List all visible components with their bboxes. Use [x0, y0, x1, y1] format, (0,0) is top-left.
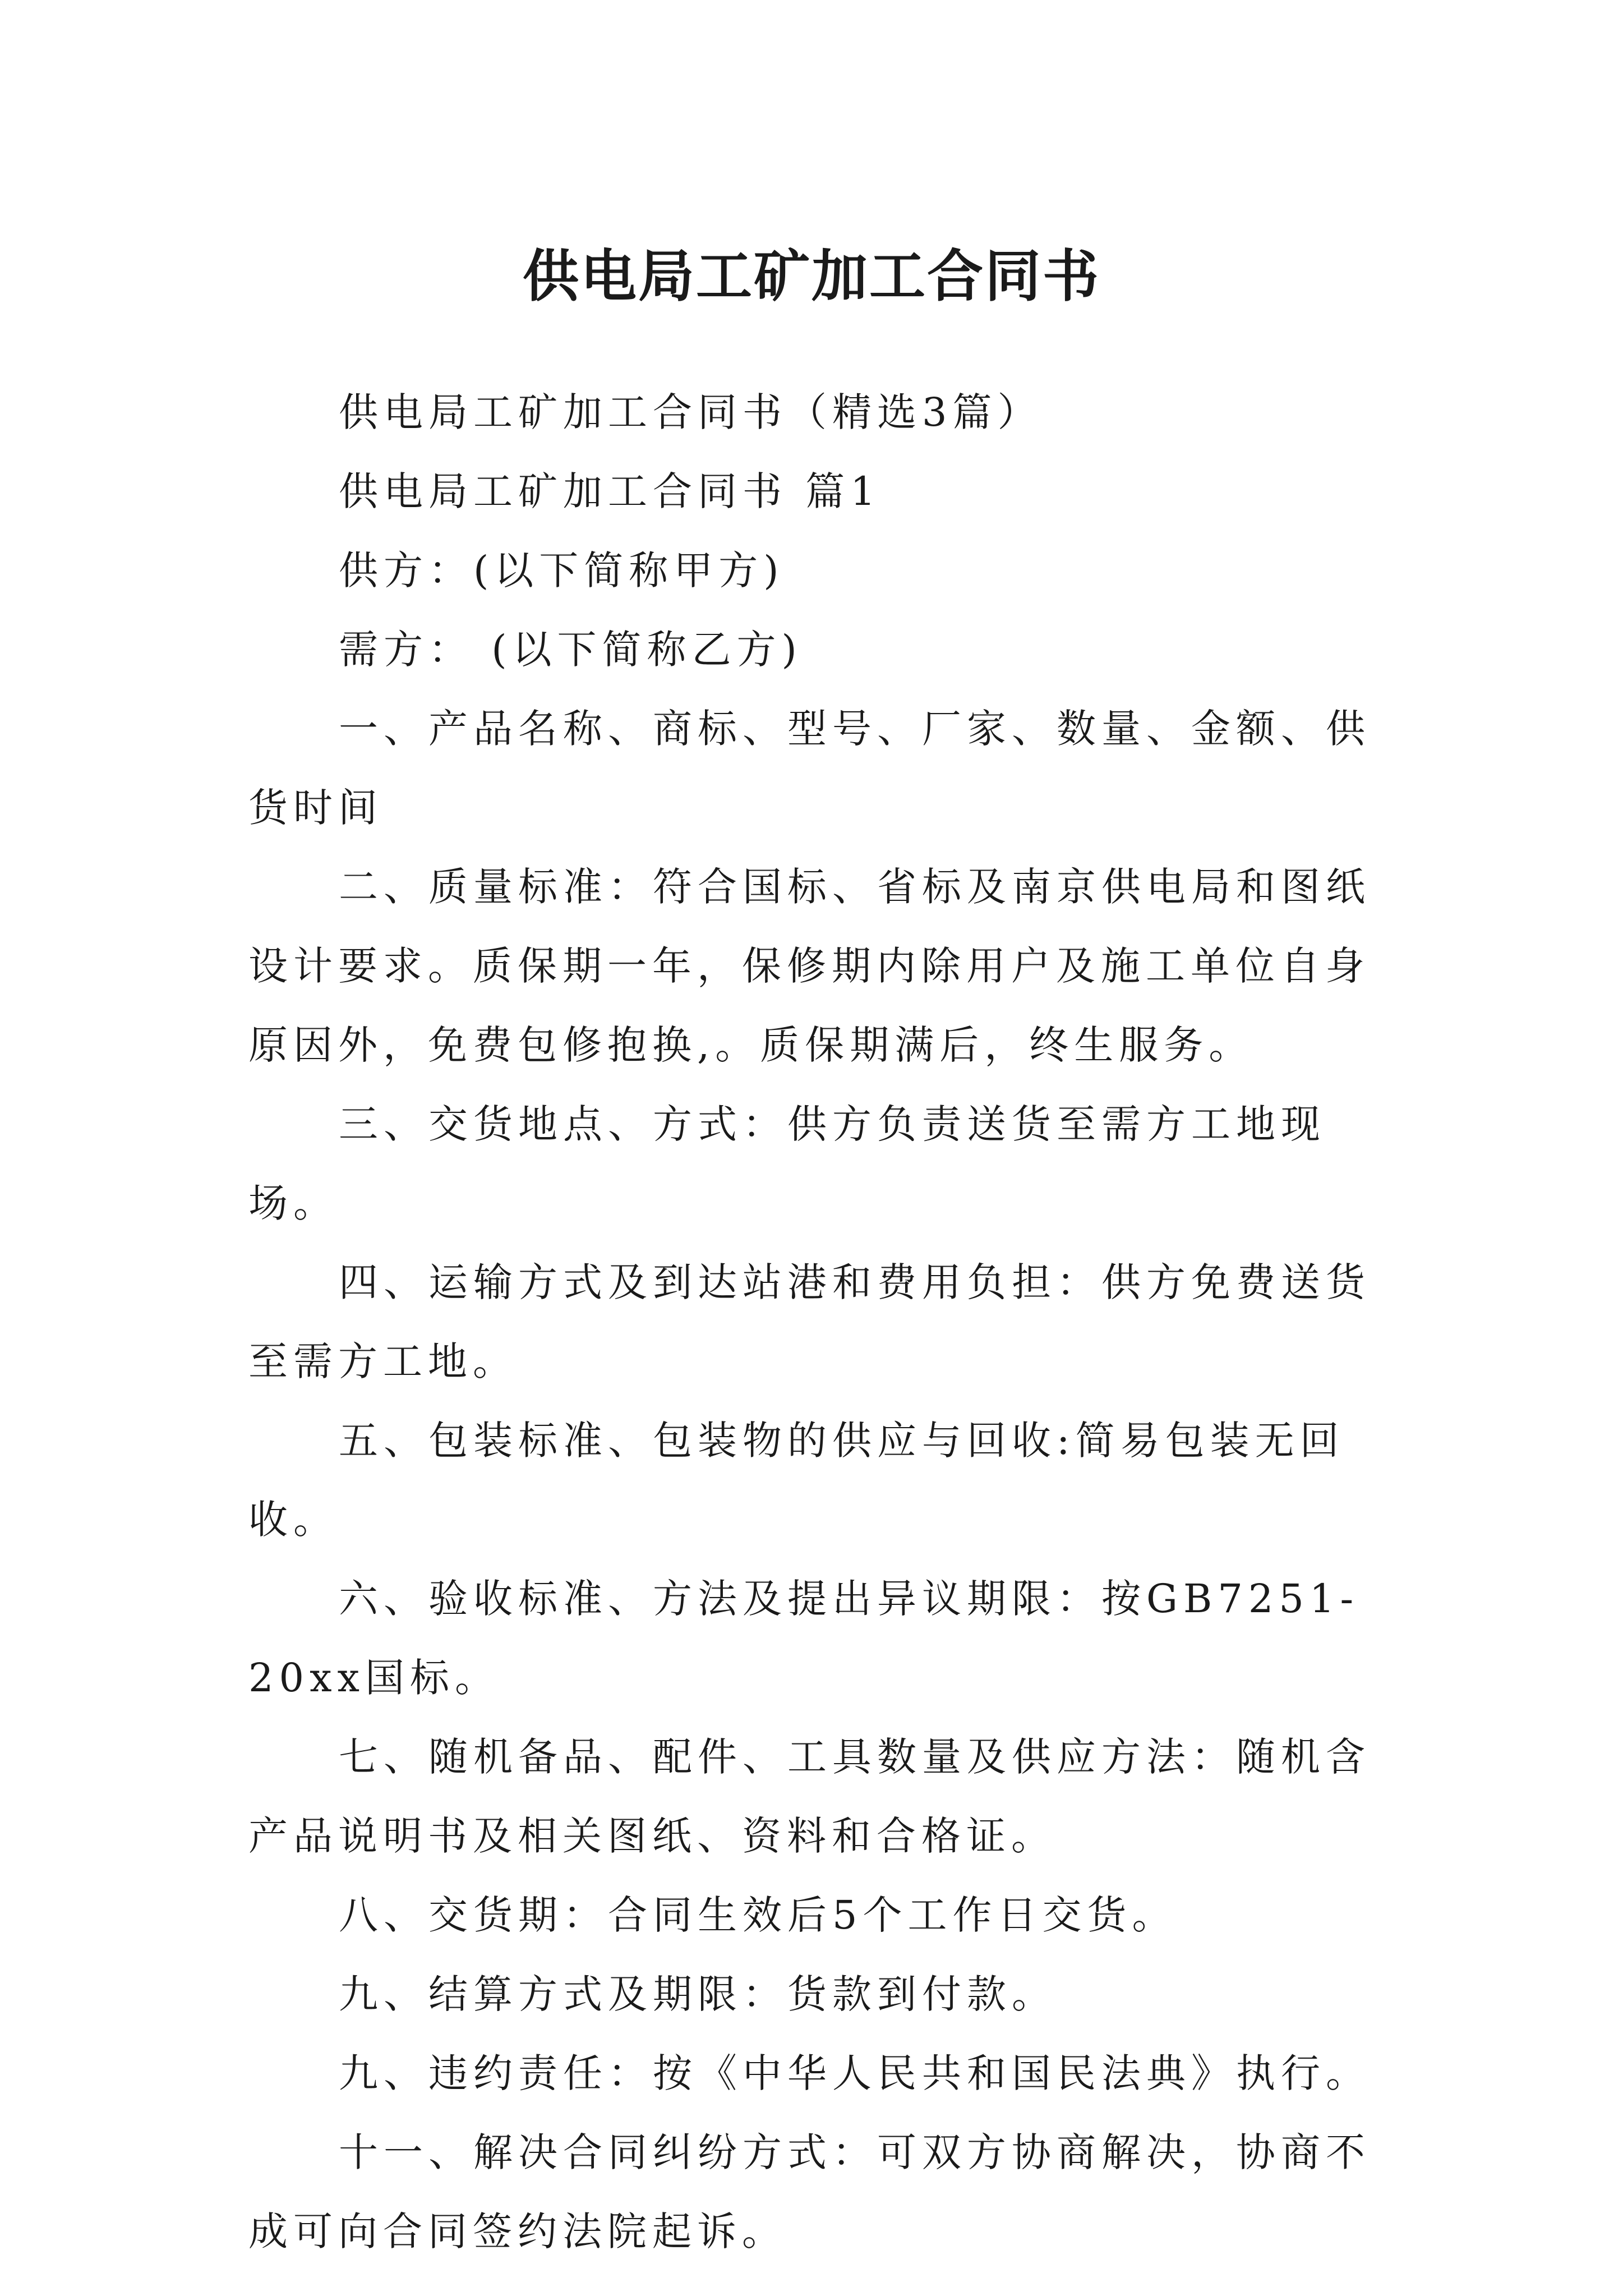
- paragraph-clause-2: 二、质量标准：符合国标、省标及南京供电局和图纸设计要求。质保期一年，保修期内除用户及施工单位自身原因外，免费包修抱换,。质保期满后，终生服务。: [248, 864, 1371, 1068]
- document-title: 供电局工矿加工合同书: [523, 243, 1100, 309]
- paragraph-clause-1: 一、产品名称、商标、型号、厂家、数量、金额、供货时间: [248, 706, 1371, 831]
- paragraph-clause-6: 六、验收标准、方法及提出异议期限：按GB7251-20xx国标。: [248, 1576, 1359, 1701]
- paragraph-clause-11: 十一、解决合同纠纷方式：可双方协商解决，协商不成可向合同签约法院起诉。: [248, 2129, 1371, 2254]
- paragraph-buyer: 需方： (以下简称乙方): [339, 627, 803, 673]
- paragraph-clause-9: 九、结算方式及期限：货款到付款。: [339, 1971, 1057, 2017]
- paragraph-supplier: 供方：(以下简称甲方): [339, 547, 785, 593]
- paragraph-clause-4: 四、运输方式及到达站港和费用负担：供方免费送货至需方工地。: [248, 1259, 1371, 1384]
- paragraph-part-heading: 供电局工矿加工合同书 篇1: [339, 468, 881, 514]
- paragraph-clause-7: 七、随机备品、配件、工具数量及供应方法：随机含产品说明书及相关图纸、资料和合格证。: [248, 1734, 1371, 1859]
- paragraph-clause-8: 八、交货期：合同生效后5个工作日交货。: [339, 1892, 1177, 1938]
- paragraph-clause-5: 五、包装标准、包装物的供应与回收:简易包装无回收。: [248, 1418, 1345, 1543]
- paragraph-clause-10: 九、违约责任：按《中华人民共和国民法典》执行。: [339, 2050, 1371, 2096]
- document-body: [248, 373, 1376, 2271]
- paragraph-selection-title: 供电局工矿加工合同书（精选3篇）: [339, 389, 1043, 435]
- paragraph-clause-3: 三、交货地点、方式：供方负责送货至需方工地现场。: [248, 1101, 1326, 1226]
